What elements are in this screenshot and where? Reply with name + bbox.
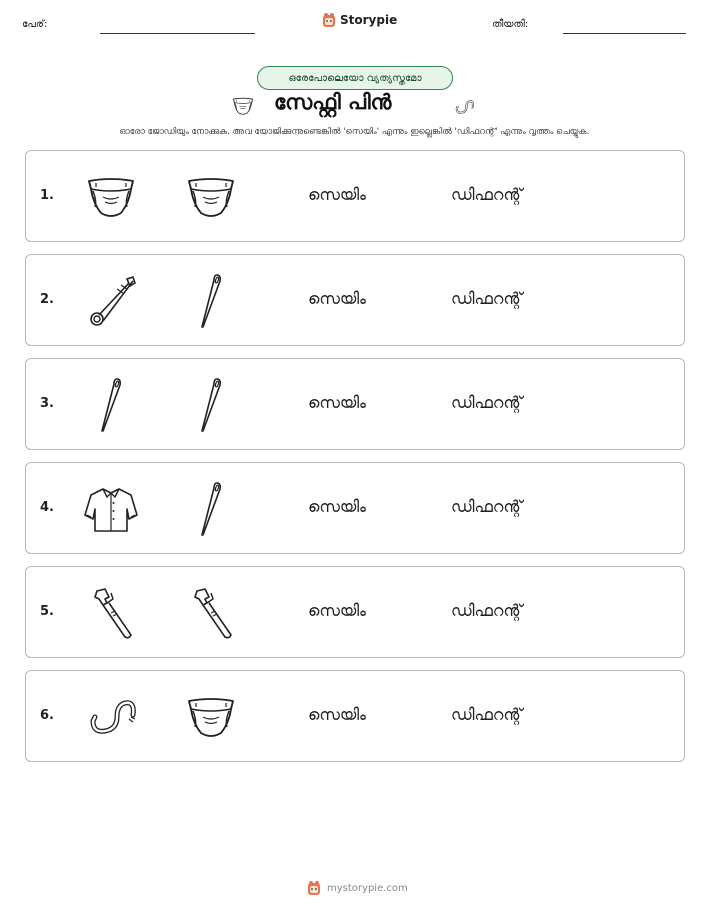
storypie-logo-icon [322, 12, 336, 28]
diaper-icon [81, 167, 141, 227]
instructions: ഓരോ ജോഡിയും നോക്കുക. അവ യോജിക്കുന്നുണ്ടെങ്കിൽ 'സെയിം' എന്നും ഇല്ലെങ്കിൽ 'ഡിഫറന്റ്' എന്നും വൃത്തം ചെയ്യുക. [119, 127, 590, 137]
footer [307, 880, 408, 896]
needle-icon [181, 271, 241, 331]
diaper-icon [181, 167, 241, 227]
question-number: 6. [40, 708, 54, 723]
question-number: 3. [40, 396, 54, 411]
title-row [0, 90, 709, 120]
question-row-3 [25, 358, 685, 450]
different-option[interactable]: ഡിഫറന്റ് [451, 185, 523, 204]
question-number: 5. [40, 604, 54, 619]
same-option[interactable]: സെയിം [308, 705, 366, 724]
hook-icon [452, 95, 476, 119]
needle-icon [181, 375, 241, 435]
question-row-5 [25, 566, 685, 658]
pipe-wrench-icon [181, 583, 241, 643]
pipe-wrench-icon [81, 583, 141, 643]
page-title: സേഫ്റ്റി പിൻ [274, 90, 392, 114]
question-number: 1. [40, 188, 54, 203]
storypie-logo-icon [307, 880, 321, 896]
hook-icon [81, 687, 141, 747]
question-row-2 [25, 254, 685, 346]
shirt-icon [81, 479, 141, 539]
question-row-6 [25, 670, 685, 762]
footer-url[interactable]: mystorypie.com [327, 882, 408, 894]
question-number: 4. [40, 500, 54, 515]
different-option[interactable]: ഡിഫറന്റ് [451, 601, 523, 620]
different-option[interactable]: ഡിഫറന്റ് [451, 497, 523, 516]
date-field[interactable] [563, 33, 686, 34]
diaper-icon [181, 687, 241, 747]
question-number: 2. [40, 292, 54, 307]
same-option[interactable]: സെയിം [308, 393, 366, 412]
name-label: പേര്: [22, 19, 48, 30]
same-option[interactable]: സെയിം [308, 289, 366, 308]
same-option[interactable]: സെയിം [308, 497, 366, 516]
date-label: തീയതി: [492, 19, 529, 30]
needle-icon [181, 479, 241, 539]
same-option[interactable]: സെയിം [308, 185, 366, 204]
question-row-4 [25, 462, 685, 554]
safety-pin-icon [81, 271, 141, 331]
same-option[interactable]: സെയിം [308, 601, 366, 620]
worksheet-type-badge: ഒരേപോലെയോ വ്യത്യസ്തമോ [257, 66, 453, 90]
brand-logo [322, 12, 397, 28]
different-option[interactable]: ഡിഫറന്റ് [451, 289, 523, 308]
different-option[interactable]: ഡിഫറന്റ് [451, 705, 523, 724]
question-row-1 [25, 150, 685, 242]
brand-name: Storypie [340, 13, 398, 27]
different-option[interactable]: ഡിഫറന്റ് [451, 393, 523, 412]
diaper-icon [230, 93, 256, 119]
needle-icon [81, 375, 141, 435]
name-field[interactable] [100, 33, 255, 34]
